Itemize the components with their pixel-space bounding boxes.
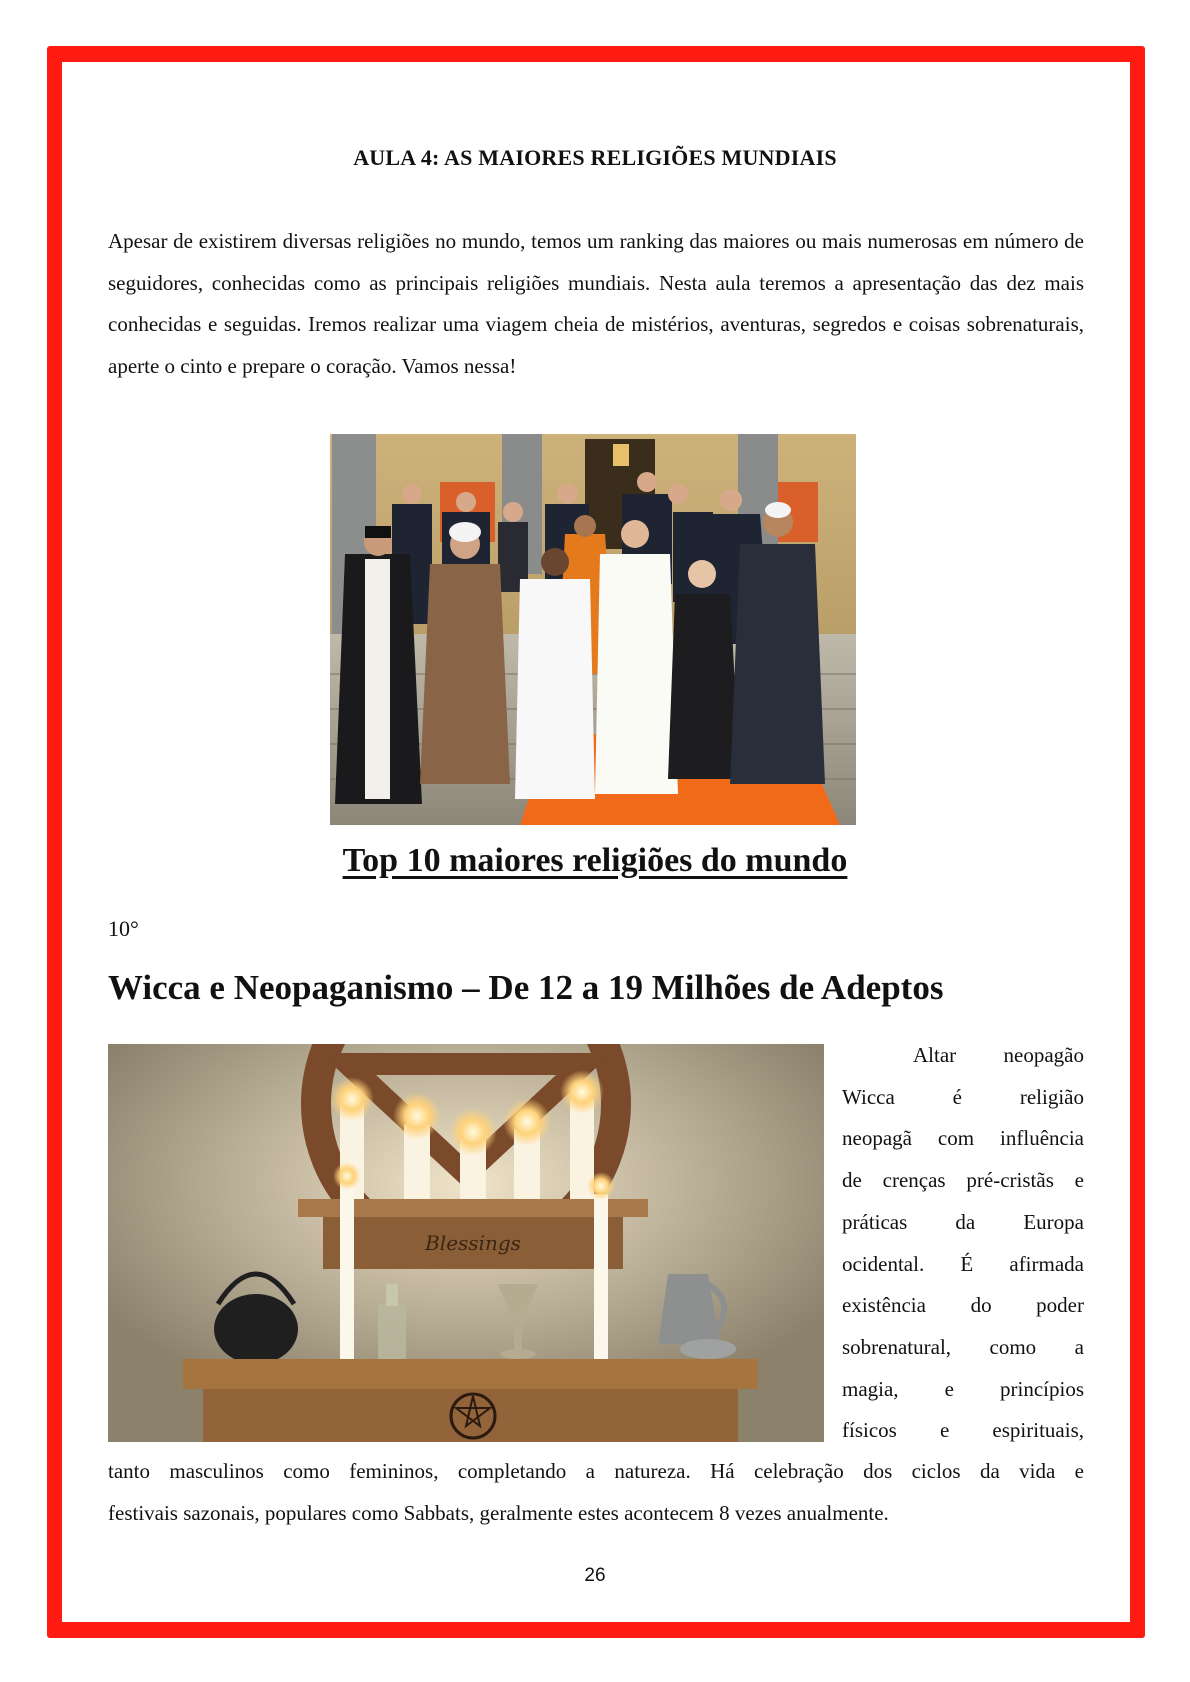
side-line: neopagã com influência bbox=[842, 1126, 1084, 1151]
side-line: Wicca é religião bbox=[842, 1084, 1084, 1109]
side-line: de crenças pré-cristãs e bbox=[842, 1168, 1084, 1193]
entry-side-text bbox=[842, 1035, 1084, 1452]
side-line: práticas da Europa bbox=[842, 1209, 1084, 1234]
page-number: 26 bbox=[584, 1565, 606, 1586]
religious-leaders-photo bbox=[330, 434, 856, 825]
document-title: AULA 4: AS MAIORES RELIGIÕES MUNDIAIS bbox=[353, 145, 837, 170]
entry-heading: Wicca e Neopaganismo – De 12 a 19 Milhões de Adeptos bbox=[108, 968, 944, 1007]
bottom-line: tanto masculinos como femininos, completando a natureza. Há celebração dos ciclos da vida e bbox=[108, 1459, 1084, 1483]
side-line: existência do poder bbox=[842, 1293, 1084, 1318]
bottom-line: festivais sazonais, populares como Sabbats, geralmente estes acontecem 8 vezes anualmente. bbox=[108, 1500, 889, 1525]
side-line: sobrenatural, como a bbox=[842, 1334, 1084, 1359]
section-title: Top 10 maiores religiões do mundo bbox=[342, 842, 848, 879]
blessings-sign: Blessings bbox=[425, 1231, 521, 1255]
entry-bottom-text bbox=[108, 1451, 1084, 1534]
side-line: ocidental. É afirmada bbox=[842, 1251, 1084, 1276]
side-line: físicos e espirituais, bbox=[842, 1418, 1084, 1443]
side-line: magia, e princípios bbox=[842, 1376, 1084, 1401]
wicca-altar-photo bbox=[108, 1044, 824, 1442]
intro-paragraph: Apesar de existirem diversas religiões no mundo, temos um ranking das maiores ou mais numerosas em número de seguidores, conhecidas como as principais religiões mundiais. Nesta aula teremos a apresentação das dez mais conhecidas e seguidas. Iremos realizar uma viagem cheia de mistérios, aventuras, segredos e coisas sobrenaturais, aperte o cinto e prepare o coração. Vamos nessa! bbox=[108, 229, 1084, 378]
rank-number: 10° bbox=[108, 916, 139, 941]
side-line: Altar neopagão bbox=[913, 1043, 1084, 1067]
